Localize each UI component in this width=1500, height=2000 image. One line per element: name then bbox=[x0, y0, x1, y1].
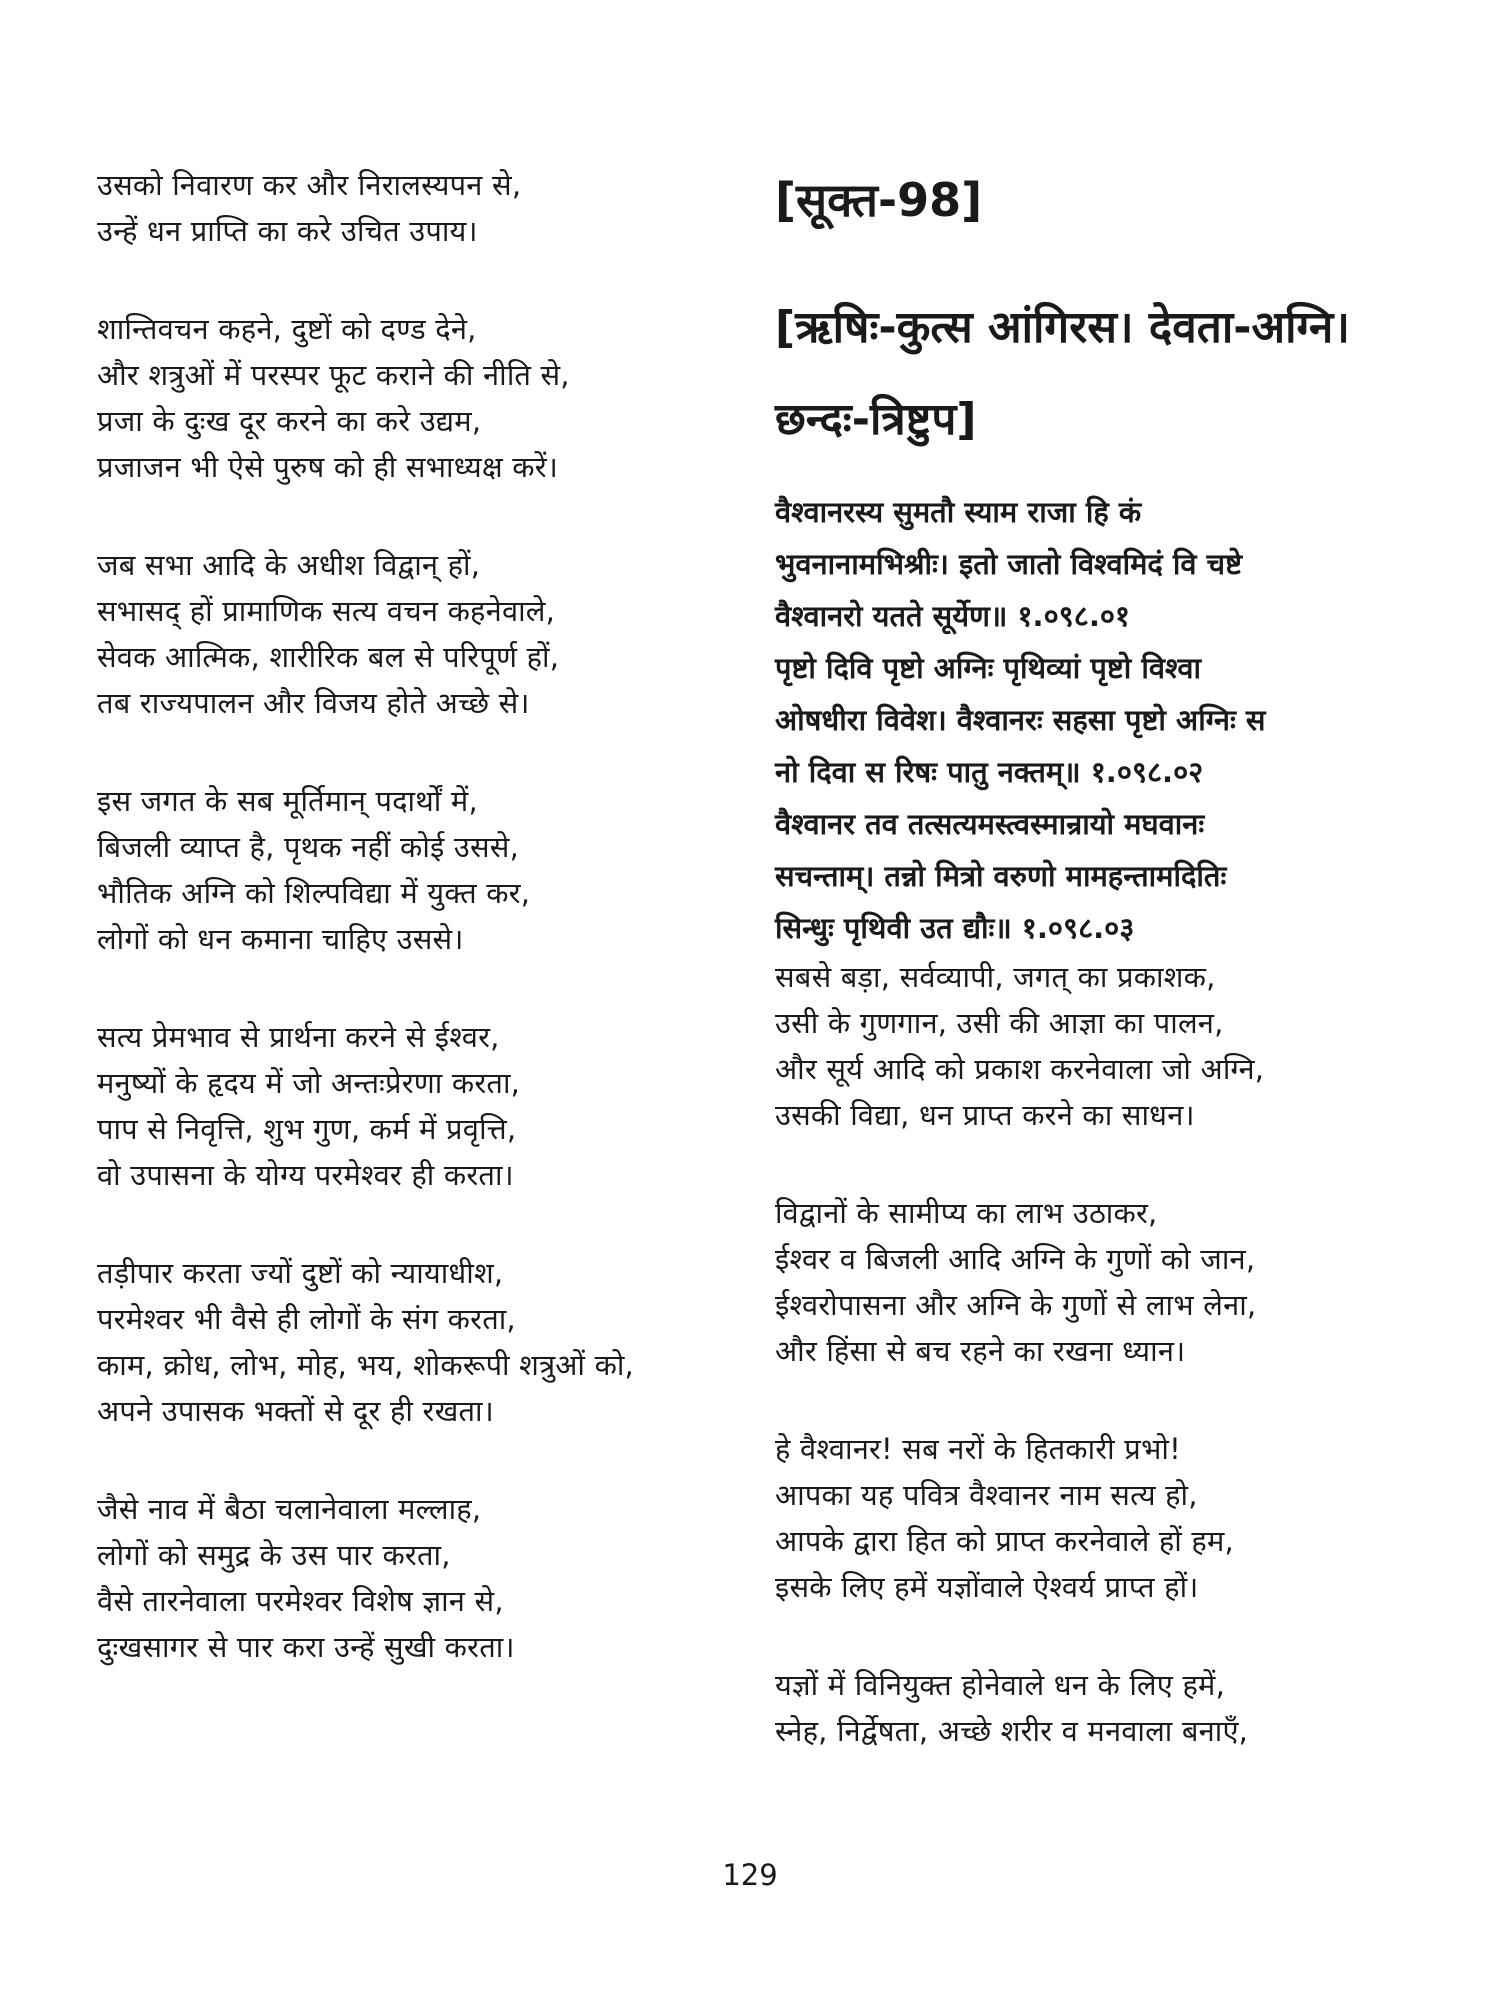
poem-line: लोगों को धन कमाना चाहिए उससे। bbox=[97, 922, 464, 956]
poem-line: दुःखसागर से पार करा उन्हें सुखी करता। bbox=[97, 1630, 515, 1664]
sanskrit-verses bbox=[775, 486, 1405, 954]
poem-line: और हिंसा से बच रहने का रखना ध्यान। bbox=[775, 1334, 1186, 1368]
verse-line: वैश्वानर तव तत्सत्यमस्त्वस्मान्रायो मघवानः bbox=[775, 807, 1205, 841]
poem-line: उसकी विद्या, धन प्राप्त करने का साधन। bbox=[775, 1098, 1195, 1132]
poem-line: परमेश्वर भी वैसे ही लोगों के संग करता, bbox=[97, 1302, 516, 1336]
poem-line: और सूर्य आदि को प्रकाश करनेवाला जो अग्नि, bbox=[775, 1052, 1265, 1086]
poem-line: वो उपासना के योग्य परमेश्वर ही करता। bbox=[97, 1158, 514, 1192]
page-number: 129 bbox=[722, 1858, 778, 1892]
poem-line: लोगों को समुद्र के उस पार करता, bbox=[97, 1538, 451, 1572]
poem-line: उसी के गुणगान, उसी की आज्ञा का पालन, bbox=[775, 1006, 1224, 1040]
verse-line: भुवनानामभिश्रीः। इतो जातो विश्वमिदं वि चष्टे bbox=[775, 547, 1243, 581]
poem-line: स्नेह, निर्द्वेषता, अच्छे शरीर व मनवाला बनाएँ, bbox=[775, 1714, 1249, 1748]
verse-line: वैश्वानरो यतते सूर्येण॥ १.०९८.०१ bbox=[775, 599, 1130, 633]
poem-line: हे वैश्वानर! सब नरों के हितकारी प्रभो! bbox=[775, 1432, 1181, 1466]
stanza bbox=[775, 954, 1405, 1138]
stanza bbox=[97, 1250, 747, 1434]
poem-line: पाप से निवृत्ति, शुभ गुण, कर्म में प्रवृत्ति, bbox=[97, 1112, 517, 1146]
left-column bbox=[97, 162, 747, 1722]
poem-line: भौतिक अग्नि को शिल्पविद्या में युक्त कर, bbox=[97, 876, 531, 910]
poem-line: यज्ञों में विनियुक्त होनेवाले धन के लिए हमें, bbox=[775, 1668, 1225, 1702]
poem-line: मनुष्यों के हृदय में जो अन्तःप्रेरणा करता, bbox=[97, 1066, 521, 1100]
poem-line: तड़ीपार करता ज्यों दुष्टों को न्यायाधीश, bbox=[97, 1256, 504, 1290]
poem-line: ईश्वरोपासना और अग्नि के गुणों से लाभ लेना, bbox=[775, 1288, 1257, 1322]
verse-line: वैश्वानरस्य सुमतौ स्याम राजा हि कं bbox=[775, 495, 1142, 529]
stanza bbox=[97, 778, 747, 962]
poem-line: जब सभा आदि के अधीश विद्वान् हों, bbox=[97, 548, 481, 582]
poem-line: इसके लिए हमें यज्ञोंवाले ऐश्वर्य प्राप्त हों। bbox=[775, 1570, 1199, 1604]
stanza bbox=[97, 1014, 747, 1198]
poem-line: इस जगत के सब मूर्तिमान् पदार्थों में, bbox=[97, 784, 478, 818]
stanza bbox=[97, 1486, 747, 1670]
poem-line: विद्वानों के सामीप्य का लाभ उठाकर, bbox=[775, 1196, 1158, 1230]
poem-line: प्रजाजन भी ऐसे पुरुष को ही सभाध्यक्ष करें। bbox=[97, 450, 559, 484]
poem-line: बिजली व्याप्त है, पृथक नहीं कोई उससे, bbox=[97, 830, 520, 864]
verse-line: पृष्टो दिवि पृष्टो अग्निः पृथिव्यां पृष्टो विश्वा bbox=[775, 651, 1202, 685]
poem-line: ईश्वर व बिजली आदि अग्नि के गुणों को जान, bbox=[775, 1242, 1256, 1276]
poem-line: जैसे नाव में बैठा चलानेवाला मल्लाह, bbox=[97, 1492, 482, 1526]
right-column bbox=[775, 162, 1405, 1806]
sukta-title: [सूक्त-98] bbox=[775, 173, 983, 227]
poem-line: काम, क्रोध, लोभ, मोह, भय, शोकरूपी शत्रुओं को, bbox=[97, 1348, 634, 1382]
poem-line: उसको निवारण कर और निरालस्यपन से, bbox=[97, 168, 522, 202]
rishi-devata-heading bbox=[775, 282, 1405, 466]
poem-line: आपका यह पवित्र वैश्वानर नाम सत्य हो, bbox=[775, 1478, 1198, 1512]
stanza bbox=[775, 1426, 1405, 1610]
poem-line: वैसे तारनेवाला परमेश्वर विशेष ज्ञान से, bbox=[97, 1584, 504, 1618]
poem-line: सेवक आत्मिक, शारीरिक बल से परिपूर्ण हों, bbox=[97, 640, 560, 674]
poem-line: उन्हें धन प्राप्ति का करे उचित उपाय। bbox=[97, 214, 478, 248]
poem-line: आपके द्वारा हित को प्राप्त करनेवाले हों हम, bbox=[775, 1524, 1234, 1558]
poem-line: सभासद् हों प्रामाणिक सत्य वचन कहनेवाले, bbox=[97, 594, 556, 628]
poem-line: और शत्रुओं में परस्पर फूट कराने की नीति से, bbox=[97, 358, 570, 392]
poem-line: अपने उपासक भक्तों से दूर ही रखता। bbox=[97, 1394, 494, 1428]
poem-line: सत्य प्रेमभाव से प्रार्थना करने से ईश्वर, bbox=[97, 1020, 500, 1054]
stanza bbox=[97, 542, 747, 726]
right-stanzas bbox=[775, 954, 1405, 1754]
poem-line: तब राज्यपालन और विजय होते अच्छे से। bbox=[97, 686, 530, 720]
chhanda-line: छन्दः-त्रिष्टुप] bbox=[775, 394, 977, 445]
verse-line: ओषधीरा विवेश। वैश्वानरः सहसा पृष्टो अग्निः स bbox=[775, 703, 1266, 737]
stanza bbox=[775, 1190, 1405, 1374]
stanza bbox=[97, 306, 747, 490]
verse-line: सचन्ताम्। तन्नो मित्रो वरुणो मामहन्तामदितिः bbox=[775, 859, 1227, 893]
poem-line: शान्तिवचन कहने, दुष्टों को दण्ड देने, bbox=[97, 312, 477, 346]
stanza bbox=[97, 162, 747, 254]
rishi-line: [ऋषिः-कुत्स आंगिरस। देवता-अग्नि। bbox=[775, 302, 1350, 353]
poem-line: सबसे बड़ा, सर्वव्यापी, जगत् का प्रकाशक, bbox=[775, 960, 1216, 994]
verse-line: नो दिवा स रिषः पातु नक्तम्॥ १.०९८.०२ bbox=[775, 755, 1204, 789]
stanza bbox=[775, 1662, 1405, 1754]
verse-line: सिन्धुः पृथिवी उत द्यौः॥ १.०९८.०३ bbox=[775, 911, 1135, 945]
poem-line: प्रजा के दुःख दूर करने का करे उद्यम, bbox=[97, 404, 482, 438]
